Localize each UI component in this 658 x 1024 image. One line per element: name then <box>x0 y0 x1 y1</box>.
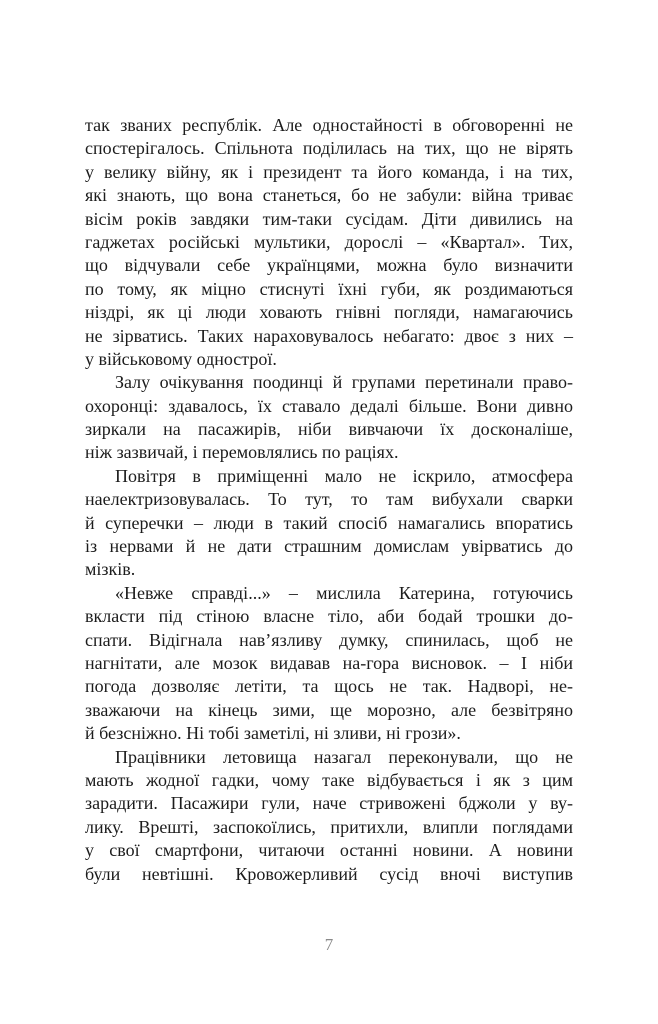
paragraph <box>85 114 573 371</box>
paragraph <box>85 582 573 746</box>
text-line: зарадити. Пасажири гули, наче стривожені бджоли у ву- <box>85 793 573 814</box>
paragraph <box>85 371 573 465</box>
text-line: спостерігалось. Спільнота поділилась на тих, що не вірять <box>85 138 573 159</box>
page-number: 7 <box>324 935 334 954</box>
text-line: вкласти під стіною власне тіло, аби бодай трошки до- <box>85 606 573 627</box>
text-line: ніж зазвичай, і перемовлялись по раціях. <box>85 442 399 463</box>
text-line: зважаючи на кінець зими, ще морозно, але безвітряно <box>85 699 573 720</box>
paragraph <box>85 465 573 582</box>
text-line: не зірватись. Таких нараховувалось небагато: двоє з них – <box>85 325 573 346</box>
text-line: й суперечки – люди в такий спосіб намагались впоратись <box>85 512 573 533</box>
text-line: із нервами й не дати страшним домислам увірватись до <box>85 536 573 557</box>
text-line: ніздрі, як ці люди ховають гнівні погляди, намагаючись <box>85 302 573 323</box>
page-text-block <box>85 114 573 886</box>
text-line: по тому, як міцно стиснуті їхні губи, як роздимаються <box>85 278 573 299</box>
text-line: які знають, що вона станеться, бо не забули: війна триває <box>85 185 573 206</box>
text-line: погода дозволяє летіти, та щось не так. Надворі, не- <box>85 676 573 697</box>
text-line: мізків. <box>85 559 136 580</box>
text-line: що відчували себе українцями, можна було визначити <box>85 255 573 276</box>
paragraph <box>85 746 573 886</box>
text-line: лику. Врешті, заспокоїлись, притихли, влипли поглядами <box>85 816 573 837</box>
text-line: наелектризовувалась. То тут, то там вибухали сварки <box>85 489 573 510</box>
text-line: у свої смартфони, читаючи останні новини. А новини <box>85 840 573 861</box>
text-line: так званих республік. Але одностайності в обговоренні не <box>85 115 573 135</box>
text-line: й безсніжно. Ні тобі заметілі, ні зливи, ні грози». <box>85 723 461 744</box>
text-line: Залу очікування поодинці й групами перетинали право- <box>115 372 573 393</box>
text-line: зиркали на пасажирів, ніби вивчаючи їх досконаліше, <box>85 419 573 440</box>
text-line: мають жодної гадки, чому таке відбувається і як з цим <box>85 769 573 790</box>
text-line: спати. Відігнала нав’язливу думку, спинилась, щоб не <box>85 629 573 650</box>
text-line: вісім років завдяки тим-таки сусідам. Діти дивились на <box>85 208 573 229</box>
text-line: Повітря в приміщенні мало не іскрило, атмосфера <box>115 465 573 486</box>
text-line: у велику війну, як і президент та його команда, і на тих, <box>85 161 573 182</box>
text-line: охоронці: здавалось, їх ставало дедалі більше. Вони дивно <box>85 395 573 416</box>
text-line: Працівники летовища назагал переконували, що не <box>115 746 573 767</box>
text-line: гаджетах російські мультики, дорослі – «Квартал». Тих, <box>85 231 573 252</box>
text-line: нагнітати, але мозок видавав на-гора висновок. – І ніби <box>85 652 573 673</box>
text-line: «Невже справді...» – мислила Катерина, готуючись <box>115 582 573 603</box>
text-line: були невтішні. Кровожерливий сусід вночі виступив <box>85 863 573 884</box>
text-line: у військовому однострої. <box>85 348 277 369</box>
